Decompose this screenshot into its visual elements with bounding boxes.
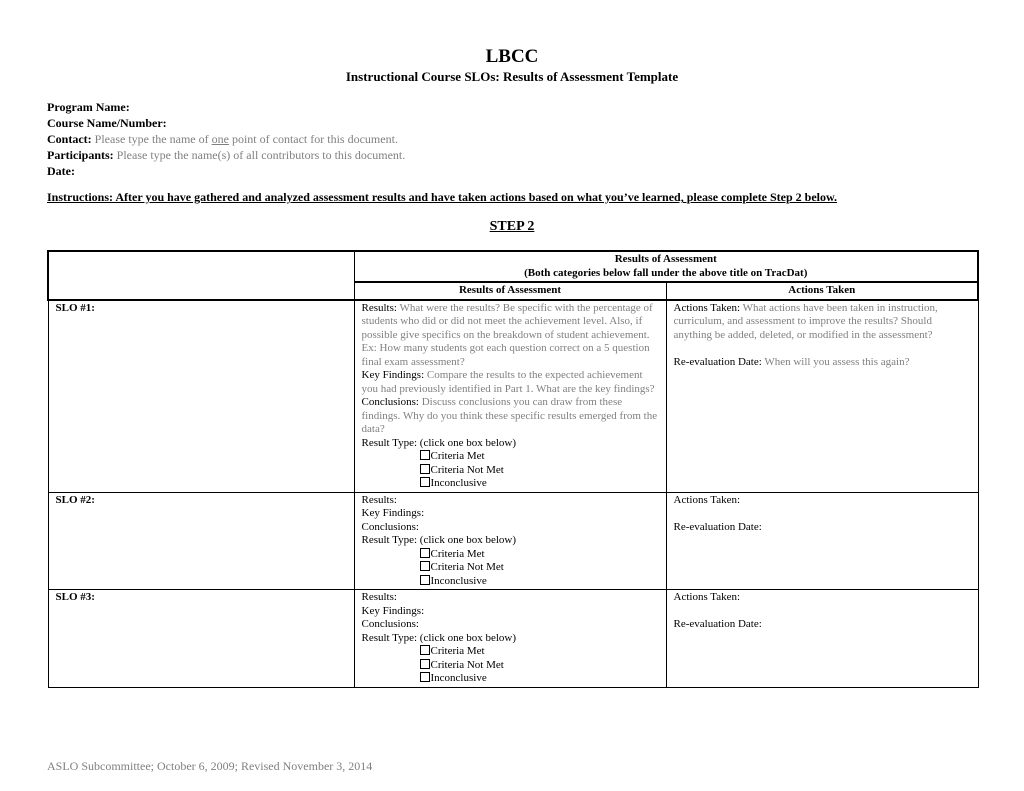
checkbox-icon[interactable] bbox=[420, 450, 430, 460]
course-name-label: Course Name/Number: bbox=[47, 116, 167, 130]
checkbox-label: Inconclusive bbox=[430, 574, 487, 587]
contact-field[interactable] bbox=[47, 131, 405, 147]
checkbox-icon[interactable] bbox=[420, 672, 430, 682]
table-header-row bbox=[48, 251, 978, 282]
slo-2-checkbox-criteria-not-met[interactable] bbox=[362, 561, 659, 575]
checkbox-icon[interactable] bbox=[420, 575, 430, 585]
checkbox-label: Criteria Not Met bbox=[430, 561, 504, 573]
slo-1-reeval-label: Re-evaluation Date: bbox=[673, 355, 762, 368]
program-name-field[interactable] bbox=[47, 99, 405, 115]
document-subtitle: Instructional Course SLOs: Results of Assessment Template bbox=[345, 69, 679, 84]
checkbox-icon[interactable] bbox=[420, 659, 430, 669]
slo-1-actions bbox=[674, 302, 971, 343]
column-header-actions: Actions Taken bbox=[666, 282, 978, 300]
slo-2-checkbox-inconclusive[interactable] bbox=[362, 575, 659, 589]
checkbox-label: Criteria Met bbox=[430, 547, 485, 560]
slo-1-actions-label: Actions Taken: bbox=[673, 301, 741, 314]
date-label: Date: bbox=[47, 164, 75, 178]
slo-2-findings-label: Key Findings: bbox=[361, 507, 425, 519]
slo-1-reeval-hint: When will you assess this again? bbox=[764, 355, 910, 368]
contact-hint-pre: Please type the name of bbox=[94, 132, 209, 146]
slo-3-checkbox-criteria-not-met[interactable] bbox=[362, 659, 659, 673]
checkbox-label: Inconclusive bbox=[430, 672, 487, 684]
contact-label: Contact: bbox=[47, 132, 92, 146]
slo-1-checkbox-inconclusive[interactable] bbox=[362, 477, 659, 491]
checkbox-icon[interactable] bbox=[420, 548, 430, 558]
slo-1-checkbox-criteria-not-met[interactable] bbox=[362, 464, 659, 478]
slo-1-result-type-label: Result Type: (click one box below) bbox=[361, 436, 517, 449]
slo-1-results-hint: What were the results? Be specific with the percentage of students who did or did not meet the achievement level. Also, if possible give specifics on the breakdown of student achievement. Ex: How many students got each question correct on a 5 question final exam assessment? bbox=[361, 301, 653, 368]
assessment-table bbox=[47, 250, 979, 688]
slo-3-findings-label: Key Findings: bbox=[361, 604, 425, 617]
slo-1-actions-cell[interactable] bbox=[666, 300, 978, 493]
course-name-field[interactable] bbox=[47, 115, 405, 131]
column-header-results: Results of Assessment bbox=[354, 282, 666, 300]
slo-3-results-label: Results: bbox=[361, 591, 397, 603]
slo-1-results bbox=[362, 302, 659, 370]
slo-1-reeval bbox=[674, 356, 971, 370]
slo-1-checkbox-criteria-met[interactable] bbox=[362, 450, 659, 464]
slo-3-checkbox-inconclusive[interactable] bbox=[362, 672, 659, 686]
slo-3-result-type-label: Result Type: (click one box below) bbox=[361, 631, 517, 644]
document-title: LBCC bbox=[485, 46, 539, 67]
document-footer: ASLO Subcommittee; October 6, 2009; Revised November 3, 2014 bbox=[47, 759, 373, 773]
slo-1-results-cell[interactable] bbox=[354, 300, 666, 493]
slo-1-conclusions-hint: Discuss conclusions you can draw from these findings. Why do you think these specific results emerged from the data? bbox=[361, 396, 658, 435]
contact-hint-underlined: one bbox=[211, 132, 229, 146]
slo-3-conclusions-label: Conclusions: bbox=[361, 618, 419, 630]
checkbox-label: Criteria Met bbox=[430, 450, 485, 462]
results-of-assessment-header bbox=[354, 251, 978, 282]
participants-hint: Please type the name(s) of all contributors to this document. bbox=[116, 148, 406, 162]
spacer bbox=[674, 507, 971, 521]
checkbox-label: Inconclusive bbox=[430, 477, 487, 489]
slo-2-actions-label: Actions Taken: bbox=[673, 493, 741, 506]
slo-3-label: SLO #3: bbox=[48, 590, 354, 688]
participants-label: Participants: bbox=[47, 148, 114, 162]
participants-field[interactable] bbox=[47, 147, 405, 163]
checkbox-icon[interactable] bbox=[420, 464, 430, 474]
checkbox-icon[interactable] bbox=[420, 561, 430, 571]
step-title: STEP 2 bbox=[489, 219, 535, 234]
instructions-text: Instructions: After you have gathered and analyzed assessment results and have taken actions based on what you’ve learned, please complete Step 2 below. bbox=[47, 190, 838, 204]
slo-3-results-cell[interactable] bbox=[354, 590, 666, 688]
slo-1-findings-hint: Compare the results to the expected achievement you had previously identified in Part 1. What are the key findings? bbox=[361, 369, 655, 395]
slo-2-results-cell[interactable] bbox=[354, 492, 666, 590]
checkbox-icon[interactable] bbox=[420, 645, 430, 655]
slo-1-results-label: Results: bbox=[361, 301, 397, 314]
checkbox-label: Criteria Not Met bbox=[430, 463, 504, 476]
document-fields bbox=[47, 99, 405, 179]
slo-3-reeval-label: Re-evaluation Date: bbox=[673, 618, 762, 630]
checkbox-label: Criteria Met bbox=[430, 645, 485, 657]
spacer bbox=[674, 342, 971, 356]
slo-2-conclusions-label: Conclusions: bbox=[361, 520, 419, 533]
slo-2-checkbox-criteria-met[interactable] bbox=[362, 548, 659, 562]
slo-3-actions-cell[interactable] bbox=[666, 590, 978, 688]
slo-1-conclusions bbox=[362, 396, 659, 437]
checkbox-label: Criteria Not Met bbox=[430, 658, 504, 671]
slo-1-findings-label: Key Findings: bbox=[361, 369, 425, 381]
program-name-label: Program Name: bbox=[47, 100, 130, 114]
table-corner-cell bbox=[48, 251, 354, 300]
table-row bbox=[48, 590, 978, 688]
header-line-1: Results of Assessment bbox=[614, 253, 717, 265]
slo-2-actions-cell[interactable] bbox=[666, 492, 978, 590]
date-field[interactable] bbox=[47, 163, 405, 179]
table-row bbox=[48, 300, 978, 493]
checkbox-icon[interactable] bbox=[420, 477, 430, 487]
header-line-2: (Both categories below fall under the above title on TracDat) bbox=[524, 266, 808, 279]
slo-1-conclusions-label: Conclusions: bbox=[361, 396, 419, 408]
slo-3-actions-label: Actions Taken: bbox=[673, 591, 741, 603]
contact-hint-post: point of contact for this document. bbox=[231, 132, 398, 146]
slo-2-reeval-label: Re-evaluation Date: bbox=[673, 520, 762, 533]
slo-2-result-type-label: Result Type: (click one box below) bbox=[361, 534, 517, 546]
slo-3-checkbox-criteria-met[interactable] bbox=[362, 645, 659, 659]
slo-1-findings bbox=[362, 369, 659, 396]
spacer bbox=[674, 605, 971, 619]
slo-2-results-label: Results: bbox=[361, 493, 397, 506]
table-row bbox=[48, 492, 978, 590]
slo-2-label: SLO #2: bbox=[48, 492, 354, 590]
slo-1-label: SLO #1: bbox=[48, 300, 354, 493]
slo-1-actions-hint: What actions have been taken in instruction, curriculum, and assessment to improve the results? Should anything be added, deleted, or modified in the assessment? bbox=[673, 301, 938, 341]
